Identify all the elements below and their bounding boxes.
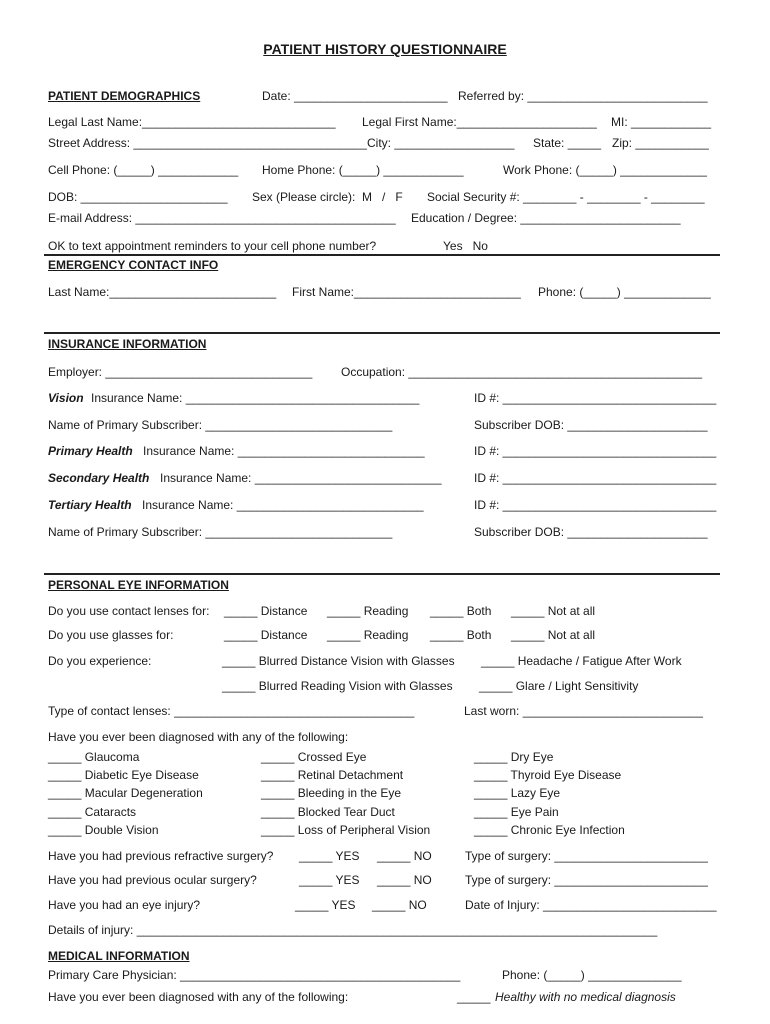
refractive-type-field[interactable]: Type of surgery: _______________________ xyxy=(465,849,708,863)
injury-yes-option[interactable]: _____ YES xyxy=(295,898,356,912)
contacts-none-option[interactable]: _____ Not at all xyxy=(511,604,596,618)
eye-diagnosis-question: Have you ever been diagnosed with any of the following: xyxy=(48,730,349,744)
ocular-yes-option[interactable]: _____ YES xyxy=(299,873,360,887)
contact-type-field[interactable]: Type of contact lenses: ____________________________________ xyxy=(48,704,415,718)
diagnosis-option[interactable]: _____ Lazy Eye xyxy=(474,786,561,800)
eye-heading: PERSONAL EYE INFORMATION xyxy=(48,578,229,592)
last-worn-field[interactable]: Last worn: ___________________________ xyxy=(464,704,703,718)
glasses-question: Do you use glasses for: xyxy=(48,628,174,642)
legal-last-name-field[interactable]: Legal Last Name:_____________________________ xyxy=(48,115,336,129)
experience-question: Do you experience: xyxy=(48,654,152,668)
referred-by-field[interactable]: Referred by: ___________________________ xyxy=(458,89,708,103)
demographics-heading: PATIENT DEMOGRAPHICS xyxy=(48,89,201,103)
ocular-surgery-question: Have you had previous ocular surgery? xyxy=(48,873,257,887)
diagnosis-option[interactable]: _____ Cataracts xyxy=(48,805,137,819)
diagnosis-option[interactable]: _____ Glaucoma xyxy=(48,750,140,764)
diagnosis-option[interactable]: _____ Dry Eye xyxy=(474,750,554,764)
contacts-distance-option[interactable]: _____ Distance xyxy=(224,604,308,618)
primary-insurance-field[interactable]: Insurance Name: ____________________________ xyxy=(143,444,425,458)
refractive-surgery-question: Have you had previous refractive surgery? xyxy=(48,849,274,863)
eye-injury-question: Have you had an eye injury? xyxy=(48,898,201,912)
date-field[interactable]: Date: _______________________ xyxy=(262,89,448,103)
experience-glare[interactable]: _____ Glare / Light Sensitivity xyxy=(479,679,639,693)
physician-phone-field[interactable]: Phone: (_____) ______________ xyxy=(502,968,682,982)
healthy-option[interactable]: Healthy with no medical diagnosis xyxy=(495,990,676,1004)
diagnosis-option[interactable]: _____ Chronic Eye Infection xyxy=(474,823,625,837)
primary-subscriber-field[interactable]: Name of Primary Subscriber: ____________________________ xyxy=(48,525,393,539)
refractive-no-option[interactable]: _____ NO xyxy=(377,849,432,863)
zip-field[interactable]: Zip: ___________ xyxy=(612,136,709,150)
emergency-phone-field[interactable]: Phone: (_____) _____________ xyxy=(538,285,711,299)
dob-field[interactable]: DOB: ______________________ xyxy=(48,190,228,204)
subscriber-dob-field[interactable]: Subscriber DOB: _____________________ xyxy=(474,418,708,432)
experience-headache[interactable]: _____ Headache / Fatigue After Work xyxy=(481,654,682,668)
contacts-question: Do you use contact lenses for: xyxy=(48,604,210,618)
email-field[interactable]: E-mail Address: _______________________________________ xyxy=(48,211,396,225)
glasses-distance-option[interactable]: _____ Distance xyxy=(224,628,308,642)
cell-phone-field[interactable]: Cell Phone: (_____) ____________ xyxy=(48,163,239,177)
diagnosis-option[interactable]: _____ Loss of Peripheral Vision xyxy=(261,823,431,837)
glasses-reading-option[interactable]: _____ Reading xyxy=(327,628,409,642)
injury-date-field[interactable]: Date of Injury: __________________________ xyxy=(465,898,717,912)
text-reminder-question: OK to text appointment reminders to your cell phone number? xyxy=(48,239,377,253)
vision-insurance-field[interactable]: Insurance Name: ___________________________________ xyxy=(91,391,420,405)
legal-first-name-field[interactable]: Legal First Name:_____________________ xyxy=(362,115,597,129)
diagnosis-option[interactable]: _____ Retinal Detachment xyxy=(261,768,404,782)
medical-diagnosis-question: Have you ever been diagnosed with any of the following: xyxy=(48,990,349,1004)
tertiary-id-field[interactable]: ID #: ________________________________ xyxy=(474,498,717,512)
employer-field[interactable]: Employer: _______________________________ xyxy=(48,365,313,379)
primary-subscriber-field[interactable]: Name of Primary Subscriber: ____________________________ xyxy=(48,418,393,432)
ocular-no-option[interactable]: _____ NO xyxy=(377,873,432,887)
experience-blurred-reading[interactable]: _____ Blurred Reading Vision with Glasses xyxy=(222,679,453,693)
glasses-none-option[interactable]: _____ Not at all xyxy=(511,628,596,642)
social-security-field[interactable]: Social Security #: ________ - ________ - ________ xyxy=(427,190,705,204)
tertiary-health-label: Tertiary Health xyxy=(48,498,132,512)
street-address-field[interactable]: Street Address: ___________________________________ xyxy=(48,136,367,150)
secondary-insurance-field[interactable]: Insurance Name: ____________________________ xyxy=(160,471,442,485)
insurance-heading: INSURANCE INFORMATION xyxy=(48,337,207,351)
experience-blurred-distance[interactable]: _____ Blurred Distance Vision with Glasses xyxy=(222,654,455,668)
text-reminder-yes-no[interactable]: Yes No xyxy=(443,239,488,253)
physician-field[interactable]: Primary Care Physician: __________________________________________ xyxy=(48,968,461,982)
occupation-field[interactable]: Occupation: ____________________________________________ xyxy=(341,365,703,379)
vision-id-field[interactable]: ID #: ________________________________ xyxy=(474,391,717,405)
diagnosis-option[interactable]: _____ Thyroid Eye Disease xyxy=(474,768,622,782)
emergency-last-name-field[interactable]: Last Name:_________________________ xyxy=(48,285,277,299)
emergency-heading: EMERGENCY CONTACT INFO xyxy=(48,258,219,272)
tertiary-insurance-field[interactable]: Insurance Name: ____________________________ xyxy=(142,498,424,512)
injury-details-field[interactable]: Details of injury: ______________________________________________________________________________ xyxy=(48,923,658,937)
diagnosis-option[interactable]: _____ Blocked Tear Duct xyxy=(261,805,395,819)
primary-id-field[interactable]: ID #: ________________________________ xyxy=(474,444,717,458)
diagnosis-option[interactable]: _____ Crossed Eye xyxy=(261,750,367,764)
subscriber-dob-field[interactable]: Subscriber DOB: _____________________ xyxy=(474,525,708,539)
contacts-both-option[interactable]: _____ Both xyxy=(430,604,492,618)
education-field[interactable]: Education / Degree: ________________________ xyxy=(411,211,681,225)
home-phone-field[interactable]: Home Phone: (_____) ____________ xyxy=(262,163,464,177)
state-field[interactable]: State: _____ xyxy=(533,136,602,150)
secondary-id-field[interactable]: ID #: ________________________________ xyxy=(474,471,717,485)
city-field[interactable]: City: __________________ xyxy=(367,136,515,150)
medical-heading: MEDICAL INFORMATION xyxy=(48,949,190,963)
primary-health-label: Primary Health xyxy=(48,444,133,458)
page-title: PATIENT HISTORY QUESTIONNAIRE xyxy=(263,41,507,57)
diagnosis-option[interactable]: _____ Double Vision xyxy=(48,823,159,837)
section-divider xyxy=(44,254,720,256)
glasses-both-option[interactable]: _____ Both xyxy=(430,628,492,642)
sex-field[interactable]: Sex (Please circle): M / F xyxy=(252,190,403,204)
refractive-yes-option[interactable]: _____ YES xyxy=(299,849,360,863)
middle-initial-field[interactable]: MI: ____________ xyxy=(611,115,712,129)
section-divider xyxy=(44,332,720,334)
injury-no-option[interactable]: _____ NO xyxy=(372,898,427,912)
vision-label: Vision xyxy=(48,391,84,405)
emergency-first-name-field[interactable]: First Name:_________________________ xyxy=(292,285,521,299)
diagnosis-option[interactable]: _____ Diabetic Eye Disease xyxy=(48,768,199,782)
secondary-health-label: Secondary Health xyxy=(48,471,150,485)
ocular-type-field[interactable]: Type of surgery: _______________________ xyxy=(465,873,708,887)
diagnosis-option[interactable]: _____ Eye Pain xyxy=(474,805,559,819)
work-phone-field[interactable]: Work Phone: (_____) _____________ xyxy=(503,163,707,177)
healthy-blank[interactable]: _____ xyxy=(457,990,491,1004)
contacts-reading-option[interactable]: _____ Reading xyxy=(327,604,409,618)
diagnosis-option[interactable]: _____ Bleeding in the Eye xyxy=(261,786,402,800)
section-divider xyxy=(44,573,720,575)
diagnosis-option[interactable]: _____ Macular Degeneration xyxy=(48,786,203,800)
